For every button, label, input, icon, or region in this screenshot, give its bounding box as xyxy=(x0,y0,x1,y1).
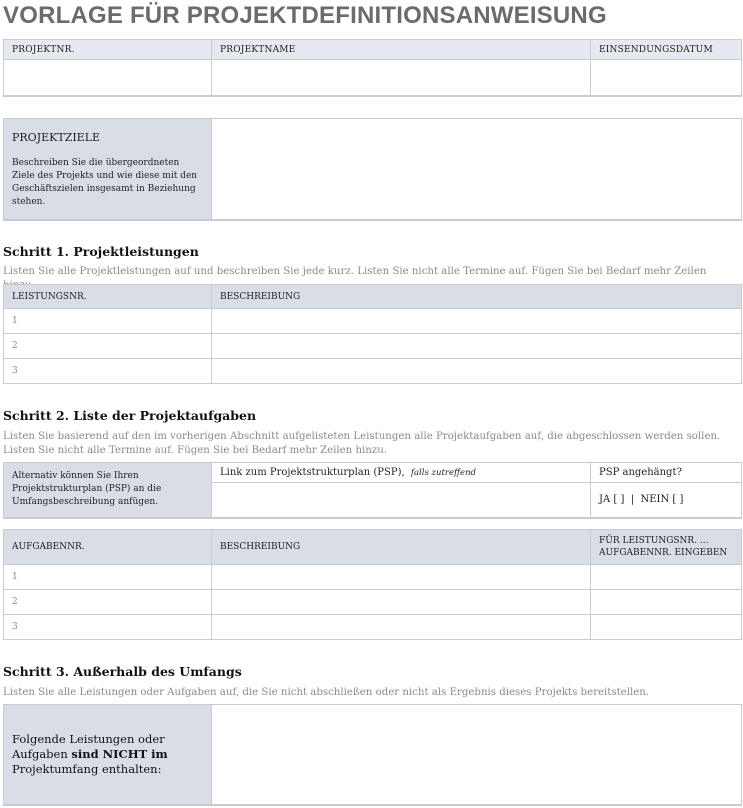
project-goals-table xyxy=(3,118,742,221)
table-row xyxy=(4,590,742,615)
page-title: VORLAGE FÜR PROJEKTDEFINITIONSANWEISUNG xyxy=(3,2,607,29)
for-deliverable-header-line2: AUFGABENNR. EINGEBEN xyxy=(599,548,728,558)
table-row xyxy=(4,359,742,384)
deliverable-number-header: LEISTUNGSNR. xyxy=(4,285,212,309)
task-number: 2 xyxy=(4,590,212,615)
task-number: 3 xyxy=(4,615,212,640)
step3-instructions: Listen Sie alle Leistungen oder Aufgaben auf, die Sie nicht abschließen oder nicht als Ergebnis dieses Projekts bereitstellen. xyxy=(3,687,650,698)
table-row xyxy=(4,565,742,590)
table-row xyxy=(4,334,742,359)
step2-instructions: Listen Sie basierend auf den im vorherigen Abschnitt aufgelisteten Leistungen alle Projektaufgaben auf, die abgeschlossen werden sollen. Listen Sie nicht alle Termine auf. Fügen Sie bei Bedarf mehr Zeilen hinzu. xyxy=(3,431,721,456)
deliverable-description-field[interactable] xyxy=(212,334,742,359)
project-number-field[interactable] xyxy=(4,60,212,96)
step1-heading: Schritt 1. Projektleistungen xyxy=(3,244,199,259)
deliverable-description-field[interactable] xyxy=(212,309,742,334)
out-of-scope-table xyxy=(3,704,742,806)
out-of-scope-field[interactable] xyxy=(212,705,742,805)
task-number-header: AUFGABENNR. xyxy=(4,530,212,565)
project-goals-label-cell xyxy=(4,119,212,220)
project-number-header: PROJEKTNR. xyxy=(4,40,212,60)
task-deliverable-field[interactable] xyxy=(591,615,742,640)
step3-heading: Schritt 3. Außerhalb des Umfangs xyxy=(3,664,242,679)
task-description-header: BESCHREIBUNG xyxy=(212,530,591,565)
wbs-attached-checkboxes[interactable]: JA [ ] | NEIN [ ] xyxy=(591,483,742,518)
deliverable-number: 2 xyxy=(4,334,212,359)
project-goals-heading: PROJEKTZIELE xyxy=(12,131,101,144)
table-row xyxy=(4,615,742,640)
task-description-field[interactable] xyxy=(212,565,591,590)
submission-date-header: EINSENDUNGSDATUM xyxy=(591,40,742,60)
for-deliverable-header-line1: FÜR LEISTUNGSNR. ... xyxy=(599,536,709,546)
task-description-field[interactable] xyxy=(212,615,591,640)
deliverable-number: 1 xyxy=(4,309,212,334)
deliverable-number: 3 xyxy=(4,359,212,384)
deliverable-description-field[interactable] xyxy=(212,359,742,384)
wbs-link-label: Link zum Projektstrukturplan (PSP), xyxy=(220,467,405,478)
deliverables-table xyxy=(3,284,742,384)
task-description-field[interactable] xyxy=(212,590,591,615)
tasks-table xyxy=(3,529,742,640)
project-goals-field[interactable] xyxy=(212,119,742,220)
project-name-header: PROJEKTNAME xyxy=(212,40,591,60)
project-name-field[interactable] xyxy=(212,60,591,96)
task-deliverable-field[interactable] xyxy=(591,565,742,590)
out-of-scope-label-part2: Projektumfang enthalten: xyxy=(12,761,162,776)
step1-instructions: Listen Sie alle Projektleistungen auf und beschreiben Sie jede kurz. Listen Sie nicht alle Termine auf. Fügen Sie bei Bedarf mehr Zeilen xyxy=(3,266,707,277)
wbs-note: Alternativ können Sie Ihren Projektstrukturplan (PSP) an die Umfangsbeschreibung anfügen. xyxy=(4,463,212,518)
deliverable-description-header: BESCHREIBUNG xyxy=(212,285,742,309)
task-number: 1 xyxy=(4,565,212,590)
project-info-table xyxy=(3,39,742,97)
wbs-link-header xyxy=(212,463,591,483)
out-of-scope-label-bold: sind NICHT im xyxy=(71,746,168,761)
out-of-scope-label-part1: Folgende Leistungen oder Aufgaben xyxy=(12,731,165,761)
table-row xyxy=(4,309,742,334)
task-deliverable-field[interactable] xyxy=(591,590,742,615)
step2-heading: Schritt 2. Liste der Projektaufgaben xyxy=(3,408,257,423)
project-goals-description: Beschreiben Sie die übergeordneten Ziele des Projekts und wie diese mit den Geschäftszielen insgesamt in Beziehung stehen. xyxy=(12,158,198,207)
out-of-scope-label xyxy=(4,705,212,805)
submission-date-field[interactable] xyxy=(591,60,742,96)
wbs-table xyxy=(3,462,742,519)
for-deliverable-header xyxy=(591,530,742,565)
wbs-link-hint: falls zutreffend xyxy=(410,468,476,478)
wbs-attached-header: PSP angehängt? xyxy=(591,463,742,483)
wbs-link-field[interactable] xyxy=(212,483,591,518)
